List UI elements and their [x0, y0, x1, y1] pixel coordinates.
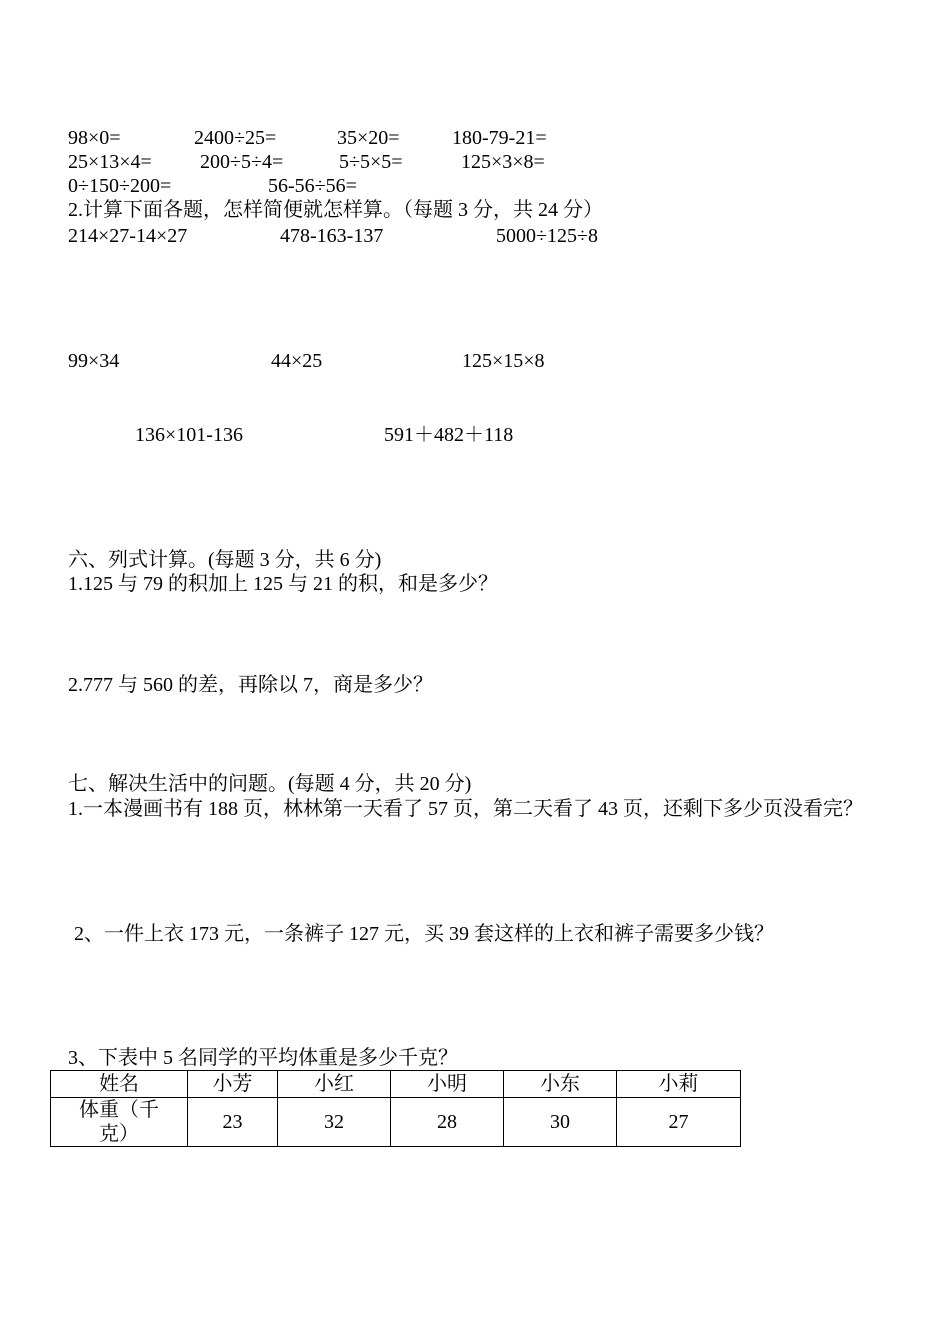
simplify-problem: 136×101-136 — [135, 424, 243, 446]
table-header-cell: 小莉 — [617, 1071, 741, 1098]
oral-calc-item: 125×3×8= — [461, 151, 545, 173]
section7-question-1: 1.一本漫画书有 188 页，林林第一天看了 57 页，第二天看了 43 页，还剩下多少页没看完？ — [68, 798, 863, 820]
table-cell: 27 — [617, 1098, 741, 1147]
simplify-heading: 2.计算下面各题，怎样简便就怎样算。（每题 3 分，共 24 分） — [68, 199, 603, 221]
simplify-problem: 214×27-14×27 — [68, 225, 188, 247]
table-cell: 30 — [504, 1098, 617, 1147]
table-header-cell: 小芳 — [188, 1071, 278, 1098]
section6-question-2: 2.777 与 560 的差，再除以 7，商是多少？ — [68, 674, 433, 696]
oral-calc-item: 25×13×4= — [68, 151, 152, 173]
oral-calc-item: 56-56÷56= — [268, 175, 357, 197]
table-header-cell: 小明 — [391, 1071, 504, 1098]
simplify-problem: 591＋482＋118 — [384, 424, 514, 446]
section7-question-3: 3、下表中 5 名同学的平均体重是多少千克？ — [68, 1047, 458, 1069]
section6-heading: 六、列式计算。(每题 3 分，共 6 分) — [68, 549, 382, 571]
oral-calc-item: 5÷5×5= — [339, 151, 403, 173]
table-row — [51, 1098, 741, 1147]
oral-calc-item: 200÷5÷4= — [200, 151, 284, 173]
table-cell: 28 — [391, 1098, 504, 1147]
table-cell: 23 — [188, 1098, 278, 1147]
oral-calc-item: 98×0= — [68, 127, 121, 149]
simplify-problem: 99×34 — [68, 350, 120, 372]
weight-table — [50, 1070, 741, 1147]
oral-calc-item: 180-79-21= — [452, 127, 547, 149]
oral-calc-item: 0÷150÷200= — [68, 175, 172, 197]
section7-heading: 七、解决生活中的问题。(每题 4 分，共 20 分) — [68, 773, 472, 795]
table-cell: 32 — [278, 1098, 391, 1147]
table-header-row — [51, 1071, 741, 1098]
simplify-problem: 5000÷125÷8 — [496, 225, 598, 247]
simplify-problem: 44×25 — [271, 350, 323, 372]
simplify-problem: 478-163-137 — [280, 225, 384, 247]
section6-question-1: 1.125 与 79 的积加上 125 与 21 的积，和是多少？ — [68, 573, 498, 595]
table-header-cell: 姓名 — [51, 1071, 188, 1098]
oral-calc-item: 35×20= — [337, 127, 400, 149]
table-header-cell: 小红 — [278, 1071, 391, 1098]
section7-question-2: 2、一件上衣 173 元，一条裤子 127 元，买 39 套这样的上衣和裤子需要多少钱？ — [74, 923, 774, 945]
simplify-problem: 125×15×8 — [462, 350, 545, 372]
table-row-label: 体重（千克） — [51, 1098, 188, 1147]
table-header-cell: 小东 — [504, 1071, 617, 1098]
oral-calc-item: 2400÷25= — [194, 127, 277, 149]
